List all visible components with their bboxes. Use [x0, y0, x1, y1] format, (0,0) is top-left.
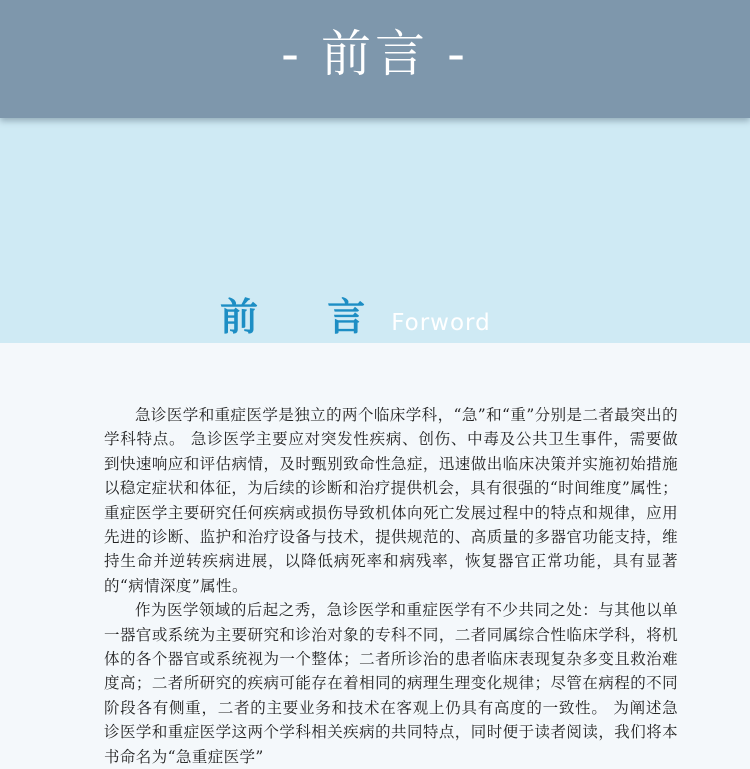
banner-title: [0, 24, 750, 84]
banner-title-text: 前言: [321, 25, 429, 83]
book-page: [0, 118, 750, 766]
header-band: [0, 118, 750, 343]
heading-english: Forword: [391, 310, 491, 336]
body-text: [104, 403, 678, 769]
banner-dash-right: -: [447, 25, 470, 83]
top-banner: [0, 0, 750, 118]
paragraph-1: 急诊医学和重症医学是独立的两个临床学科，“急”和“重”分别是二者最突出的学科特点。 急诊医学主要应对突发性疾病、创伤、中毒及公共卫生事件，需要做到快速响应和评估病情，及时甄别致命性急症，迅速做出临床决策并实施初始措施以稳定症状和体征，为后续的诊断和治疗提供机会，具有很强的“时间维度”属性；重症医学主要研究任何疾病或损伤导致机体向死亡发展过程中的特点和规律，应用先进的诊断、监护和治疗设备与技术，提供规范的、高质量的多器官功能支持，维持生命并逆转疾病进展，以降低病死率和病残率，恢复器官正常功能，具有显著的“病情深度”属性。: [104, 406, 678, 595]
section-heading: [220, 286, 491, 339]
heading-chinese: 前 言: [220, 295, 394, 339]
paragraph-2: 作为医学领域的后起之秀，急诊医学和重症医学有不少共同之处：与其他以单一器官或系统为主要研究和诊治对象的专科不同，二者同属综合性临床学科，将机体的各个器官或系统视为一个整体；二者所诊治的患者临床表现复杂多变且救治难度高；二者所研究的疾病可能存在着相同的病理生理变化规律；尽管在病程的不同阶段各有侧重，二者的主要业务和技术在客观上仍具有高度的一致性。 为阐述急诊医学和重症医学这两个学科相关疾病的共同特点，同时便于读者阅读，我们将本书命名为“急重症医学”: [104, 601, 678, 766]
banner-dash-left: -: [280, 25, 303, 83]
